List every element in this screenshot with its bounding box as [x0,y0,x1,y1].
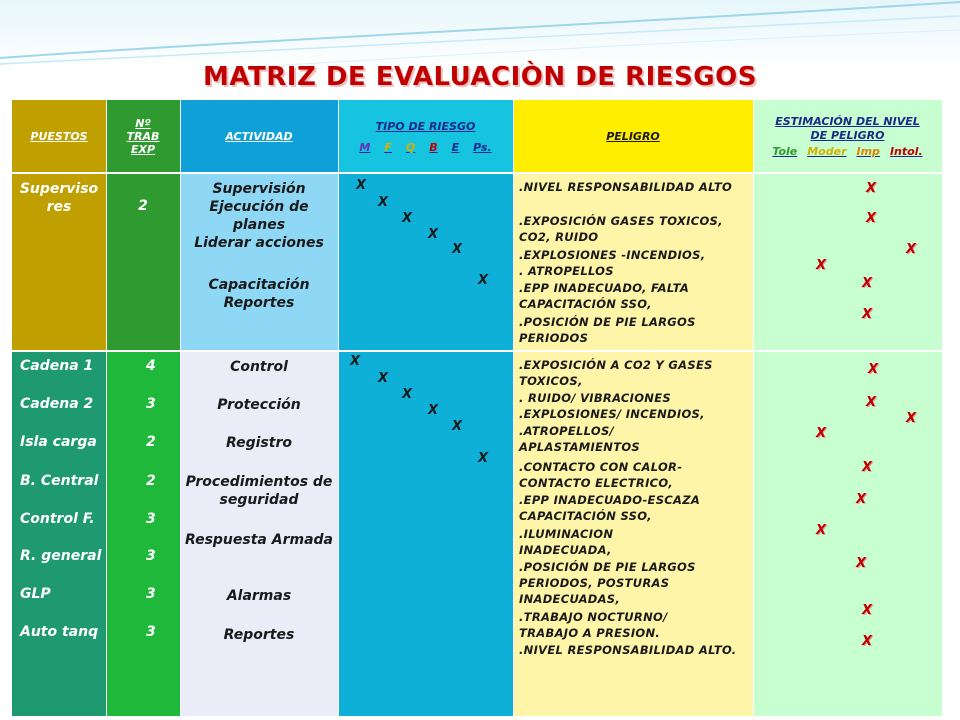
row2-ntrab: 3 [146,511,156,527]
header-actividad: ACTIVIDAD [180,100,338,173]
row2-nivel-mark: X [862,460,873,475]
row2-ntrab-cell [106,351,180,716]
row1-tipo-mark: X [478,273,489,288]
row2-nivel-mark: X [866,395,877,410]
row1-actividad-4: Capacitación [208,277,310,293]
grid-divider [106,100,107,716]
row2-tipo-mark: X [402,387,413,402]
row2-nivel-mark: X [816,523,827,538]
row2-peligro: .EXPLOSIONES/ INCENDIOS, [519,407,705,421]
row2-peligro: . RUIDO/ VIBRACIONES [519,391,671,405]
row1-peligro-4: . ATROPELLOS [519,264,614,278]
letter-m: M [359,140,371,154]
row2-nivel-mark: X [862,603,873,618]
row2-ntrab: 2 [146,434,156,450]
row1-tipo-mark: X [428,227,439,242]
row2-puesto: Control F. [20,511,95,527]
row2-tipo-mark: X [428,403,439,418]
header-ntrab: Nº TRAB EXP [106,100,180,173]
row2-ntrab: 3 [146,586,156,602]
row2-nivel-mark: X [906,411,917,426]
row2-nivel-cell [753,351,942,716]
header-puestos: PUESTOS [12,100,106,173]
row2-ntrab: 3 [146,396,156,412]
row2-actividad: Alarmas [226,588,292,604]
row1-nivel-mark: X [816,258,827,273]
row1-nivel-mark: X [866,181,877,196]
row2-nivel-mark: X [862,634,873,649]
row2-peligro: .ATROPELLOS/ APLASTAMIENTOS [519,424,640,454]
level-moder: Moder [807,145,847,158]
row1-tipo-mark: X [378,195,389,210]
row1-tipo-mark: X [356,178,367,193]
row2-ntrab: 3 [146,548,156,564]
letter-e: E [451,140,460,154]
row1-peligro-1: .NIVEL RESPONSABILIDAD ALTO [519,180,733,194]
row2-nivel-mark: X [868,362,879,377]
row1-tipo-mark: X [402,211,413,226]
letter-ps: Ps. [473,140,492,154]
estimacion-levels [772,145,922,158]
row2-actividad: Control [230,359,288,375]
row1-actividad-2: Ejecución de planes [209,199,309,233]
row2-actividad: Respuesta Armada [185,532,333,548]
row1-actividad-1: Supervisión [212,181,306,197]
row1-nivel-mark: X [866,211,877,226]
row2-puesto: Cadena 1 [20,358,94,374]
row1-tipo-mark: X [452,242,463,257]
row2-tipo-mark: X [350,354,361,369]
row2-actividad: Registro [226,435,292,451]
level-imp: Imp [856,145,880,158]
grid-divider [753,100,754,716]
row2-peligro: .EXPOSICIÓN A CO2 Y GASES TOXICOS, [519,358,713,388]
row2-peligro: .ILUMINACION INADECUADA, [519,527,614,557]
row2-tipo-mark: X [452,419,463,434]
row2-peligro: .TRABAJO NOCTURNO/ TRABAJO A PRESION. [519,610,668,640]
row2-puesto: Auto tanq [20,624,99,640]
row1-nivel-mark: X [862,307,873,322]
row1-peligro-6: .POSICIÓN DE PIE LARGOS PERIODOS [519,315,696,345]
row1-ntrab: 2 [138,198,148,214]
row2-puesto: GLP [20,586,51,602]
letter-q: Q [405,140,416,154]
row2-puesto: B. Central [20,473,99,489]
grid-divider [338,100,339,716]
row2-tipo-mark: X [478,451,489,466]
header-peligro: PELIGRO [513,100,753,173]
grid-divider [12,350,942,352]
row1-peligro-5: .EPP INADECUADO, FALTA CAPACITACIÓN SSO, [519,281,690,311]
row2-nivel-mark: X [856,492,867,507]
grid-divider [12,172,942,174]
row1-peligro-2: .EXPOSICIÓN GASES TOXICOS, CO2, RUIDO [519,214,723,244]
row2-ntrab: 3 [146,624,156,640]
letter-b: B [429,140,438,154]
level-tole: Tole [772,145,798,158]
row2-nivel-mark: X [816,426,827,441]
header-estimacion: ESTIMACIÓN DEL NIVEL DE PELIGRO Tole Moder Imp Intol. [753,100,942,173]
row1-actividad-3: Liderar acciones [194,235,324,251]
row2-puesto: Isla carga [20,434,97,450]
letter-f: F [384,140,392,154]
decorative-swoosh [0,0,960,70]
row1-tipo-cell [338,173,513,351]
tipo-riesgo-letters [359,141,491,154]
level-intol: Intol. [889,145,923,158]
row2-peligro: .POSICIÓN DE PIE LARGOS PERIODOS, POSTURAS INADECUADAS, [519,560,696,606]
row2-ntrab: 4 [146,358,156,374]
row2-actividad: Protección [217,397,301,413]
row2-tipo-cell [338,351,513,716]
row2-nivel-mark: X [856,556,867,571]
row2-puesto: R. general [20,548,102,564]
page-title: MATRIZ DE EVALUACIÒN DE RIESGOS [203,62,757,92]
row1-nivel-mark: X [862,276,873,291]
row1-peligro-3: .EXPLOSIONES -INCENDIOS, [519,248,706,262]
row2-tipo-mark: X [378,371,389,386]
header-tipo-riesgo: TIPO DE RIESGO M F Q B E Ps. [338,100,513,173]
grid-divider [513,100,514,716]
row2-peligro: .NIVEL RESPONSABILIDAD ALTO. [519,643,737,657]
row2-peligro: .EPP INADECUADO-ESCAZA CAPACITACIÓN SSO, [519,493,701,523]
row1-puesto: Superviso res [19,181,99,215]
row1-nivel-mark: X [906,242,917,257]
row2-peligro: .CONTACTO CON CALOR- CONTACTO ELECTRICO, [519,460,683,490]
row2-ntrab: 2 [146,473,156,489]
row2-actividad: Procedimientos de seguridad [185,474,333,508]
row2-actividad: Reportes [223,627,295,643]
grid-divider [180,100,181,716]
row2-puesto: Cadena 2 [20,396,94,412]
row1-actividad-5: Reportes [223,295,295,311]
row1-nivel-cell [753,173,942,351]
